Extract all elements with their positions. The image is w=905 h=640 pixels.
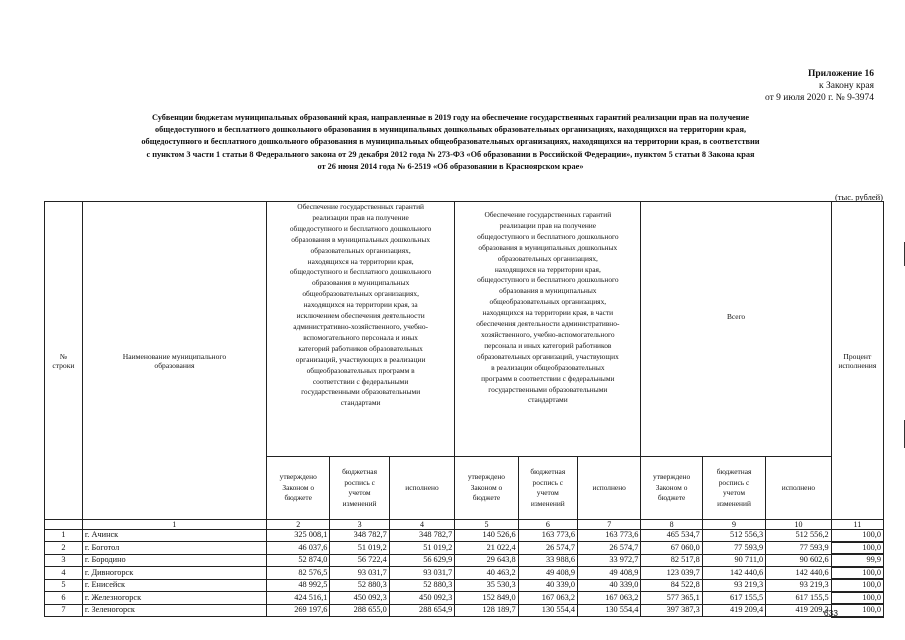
subheader-budget-group1: бюджетная роспись с учетом изменений [330,457,389,520]
appendix-date: от 9 июля 2020 г. № 9-3974 [764,93,874,103]
value-cell: 130 554,4 [518,604,577,617]
row-number-cell: 6 [45,592,83,605]
header-group-total: Всего [641,202,831,457]
percent-cell: 100,0 [831,579,883,592]
value-cell: 512 556,3 [702,530,765,542]
units-label: (тыс. рублей) [834,192,883,202]
subventions-table [44,201,884,618]
value-cell: 56 722,4 [330,554,389,567]
value-cell: 29 643,8 [455,554,518,567]
header-group-guarantees-support-staff: Обеспечение государственных гарантий реализации прав на получение общедоступного и бесплатного дошкольного образования в муниципальных дошкольных образовательных организациях, находящихся на территории края, общедоступного и бесплатного дошкольного образования в муниципальных общеобразовательных организациях, находящихся на территории края, в части обеспечения деятельности административно- хозяйственного, учебно-вспомогательного персонала и иных категорий работников образовательных организаций, участвующих в реализации общеобразовательных программ в соответствии с федеральными государственными образовательными стандартами [455,202,641,457]
column-number: 6 [518,520,577,530]
value-cell: 35 530,3 [455,579,518,592]
table-row [45,567,884,580]
value-cell: 26 574,7 [518,542,577,555]
subheader-approved-group1: утверждено Законом о бюджете [267,457,330,520]
value-cell: 450 092,3 [389,592,454,605]
percent-cell: 100,0 [831,604,883,617]
value-cell: 167 063,2 [577,592,640,605]
value-cell: 617 155,5 [702,592,765,605]
column-number-empty [45,520,83,530]
percent-cell: 99,9 [831,554,883,567]
municipality-name-cell: г. Ачинск [82,530,266,542]
value-cell: 325 008,1 [267,530,330,542]
value-cell: 33 972,7 [577,554,640,567]
value-cell: 93 031,7 [330,567,389,580]
value-cell: 77 593,9 [702,542,765,555]
header-municipality-name: Наименование муниципального образования [82,202,266,520]
value-cell: 288 655,0 [330,604,389,617]
table-row [45,530,884,542]
column-number: 5 [455,520,518,530]
header-row-number: № строки [45,202,83,520]
value-cell: 33 988,6 [518,554,577,567]
value-cell: 49 408,9 [518,567,577,580]
table-row [45,554,884,567]
value-cell: 152 849,0 [455,592,518,605]
document-title: Субвенции бюджетам муниципальных образований края, направленные в 2019 году на обеспечение государственных гарантий реализации прав на получение общедоступного и бесплатного дошкольного образования в муниципальных дошкольных образовательных организациях, находящихся на территории края, общедоступного и бесплатного дошкольного образования в муниципальных общеобразовательных организациях, находящихся на территории края, в соответствии с пунктом 3 части 1 статьи 8 Федерального закона от 29 декабря 2012 года № 273-ФЗ «Об образовании в Российской Федерации», пунктом 5 статьи 8 Закона края от 26 июня 2014 года № 6-2519 «Об образовании в Красноярском крае» [141,113,760,171]
row-number-cell: 4 [45,567,83,580]
header-execution-percent: Процент исполнения [831,202,883,520]
value-cell: 348 782,7 [389,530,454,542]
table-row [45,604,884,617]
value-cell: 26 574,7 [577,542,640,555]
value-cell: 142 440,6 [766,567,831,580]
value-cell: 84 522,8 [641,579,702,592]
subheader-approved-group2: утверждено Законом о бюджете [455,457,518,520]
header-group-guarantees-general: Обеспечение государственных гарантий реализации прав на получение общедоступного и бесплатного дошкольного образования в муниципальных дошкольных образовательных организациях, находящихся на территории края, общедоступного и бесплатного дошкольного образования в муниципальных общеобразовательных организациях, находящихся на территории края, за исключением обеспечения деятельности административно-хозяйственного, учебно- вспомогательного персонала и иных категорий работников образовательных организаций, участвующих в реализации общеобразовательных программ в соответствии с федеральными государственными образовательными стандартами [267,202,455,457]
value-cell: 163 773,6 [518,530,577,542]
value-cell: 40 463,2 [455,567,518,580]
column-number: 8 [641,520,702,530]
subheader-executed-group2: исполнено [577,457,640,520]
value-cell: 40 339,0 [518,579,577,592]
value-cell: 140 526,6 [455,530,518,542]
value-cell: 82 517,8 [641,554,702,567]
value-cell: 348 782,7 [330,530,389,542]
row-number-cell: 2 [45,542,83,555]
value-cell: 93 031,7 [389,567,454,580]
appendix-number: Приложение 16 [807,69,874,79]
page-number: 633 [823,608,838,618]
percent-cell: 100,0 [831,592,883,605]
value-cell: 52 880,3 [330,579,389,592]
appendix-reference [765,68,874,104]
row-number-cell: 7 [45,604,83,617]
value-cell: 93 219,3 [702,579,765,592]
row-number-cell: 5 [45,579,83,592]
value-cell: 67 060,0 [641,542,702,555]
municipality-name-cell: г. Бородино [82,554,266,567]
value-cell: 49 408,9 [577,567,640,580]
value-cell: 40 339,0 [577,579,640,592]
value-cell: 269 197,6 [267,604,330,617]
value-cell: 82 576,5 [267,567,330,580]
value-cell: 512 556,2 [766,530,831,542]
table-row [45,542,884,555]
subheader-executed-group1: исполнено [389,457,454,520]
value-cell: 142 440,6 [702,567,765,580]
value-cell: 128 189,7 [455,604,518,617]
subheader-executed-group3: исполнено [766,457,831,520]
municipality-name-cell: г. Боготол [82,542,266,555]
column-number: 3 [330,520,389,530]
percent-cell: 100,0 [831,567,883,580]
percent-cell: 100,0 [831,530,883,542]
value-cell: 90 602,6 [766,554,831,567]
value-cell: 52 874,0 [267,554,330,567]
value-cell: 90 711,0 [702,554,765,567]
column-number: 4 [389,520,454,530]
column-number: 1 [82,520,266,530]
value-cell: 465 534,7 [641,530,702,542]
value-cell: 77 593,9 [766,542,831,555]
subheader-budget-group2: бюджетная роспись с учетом изменений [518,457,577,520]
table-row [45,592,884,605]
value-cell: 46 037,6 [267,542,330,555]
row-number-cell: 3 [45,554,83,567]
value-cell: 419 209,4 [702,604,765,617]
municipality-name-cell: г. Енисейск [82,579,266,592]
value-cell: 52 880,3 [389,579,454,592]
value-cell: 130 554,4 [577,604,640,617]
value-cell: 48 992,5 [267,579,330,592]
value-cell: 424 516,1 [267,592,330,605]
value-cell: 56 629,9 [389,554,454,567]
value-cell: 450 092,3 [330,592,389,605]
subheader-budget-group3: бюджетная роспись с учетом изменений [702,457,765,520]
appendix-law: к Закону края [818,81,874,91]
value-cell: 577 365,1 [641,592,702,605]
value-cell: 397 387,3 [641,604,702,617]
value-cell: 617 155,5 [766,592,831,605]
municipality-name-cell: г. Дивногорск [82,567,266,580]
value-cell: 93 219,3 [766,579,831,592]
value-cell: 21 022,4 [455,542,518,555]
municipality-name-cell: г. Зеленогорск [82,604,266,617]
value-cell: 123 039,7 [641,567,702,580]
column-number: 9 [702,520,765,530]
subheader-approved-group3: утверждено Законом о бюджете [641,457,702,520]
value-cell: 419 209,3 [766,604,831,617]
value-cell: 288 654,9 [389,604,454,617]
table-row [45,579,884,592]
column-number: 11 [831,520,883,530]
column-number: 10 [766,520,831,530]
column-number: 2 [267,520,330,530]
value-cell: 51 019,2 [389,542,454,555]
value-cell: 163 773,6 [577,530,640,542]
column-number: 7 [577,520,640,530]
row-number-cell: 1 [45,530,83,542]
value-cell: 51 019,2 [330,542,389,555]
value-cell: 167 063,2 [518,592,577,605]
municipality-name-cell: г. Железногорск [82,592,266,605]
percent-cell: 100,0 [831,542,883,555]
